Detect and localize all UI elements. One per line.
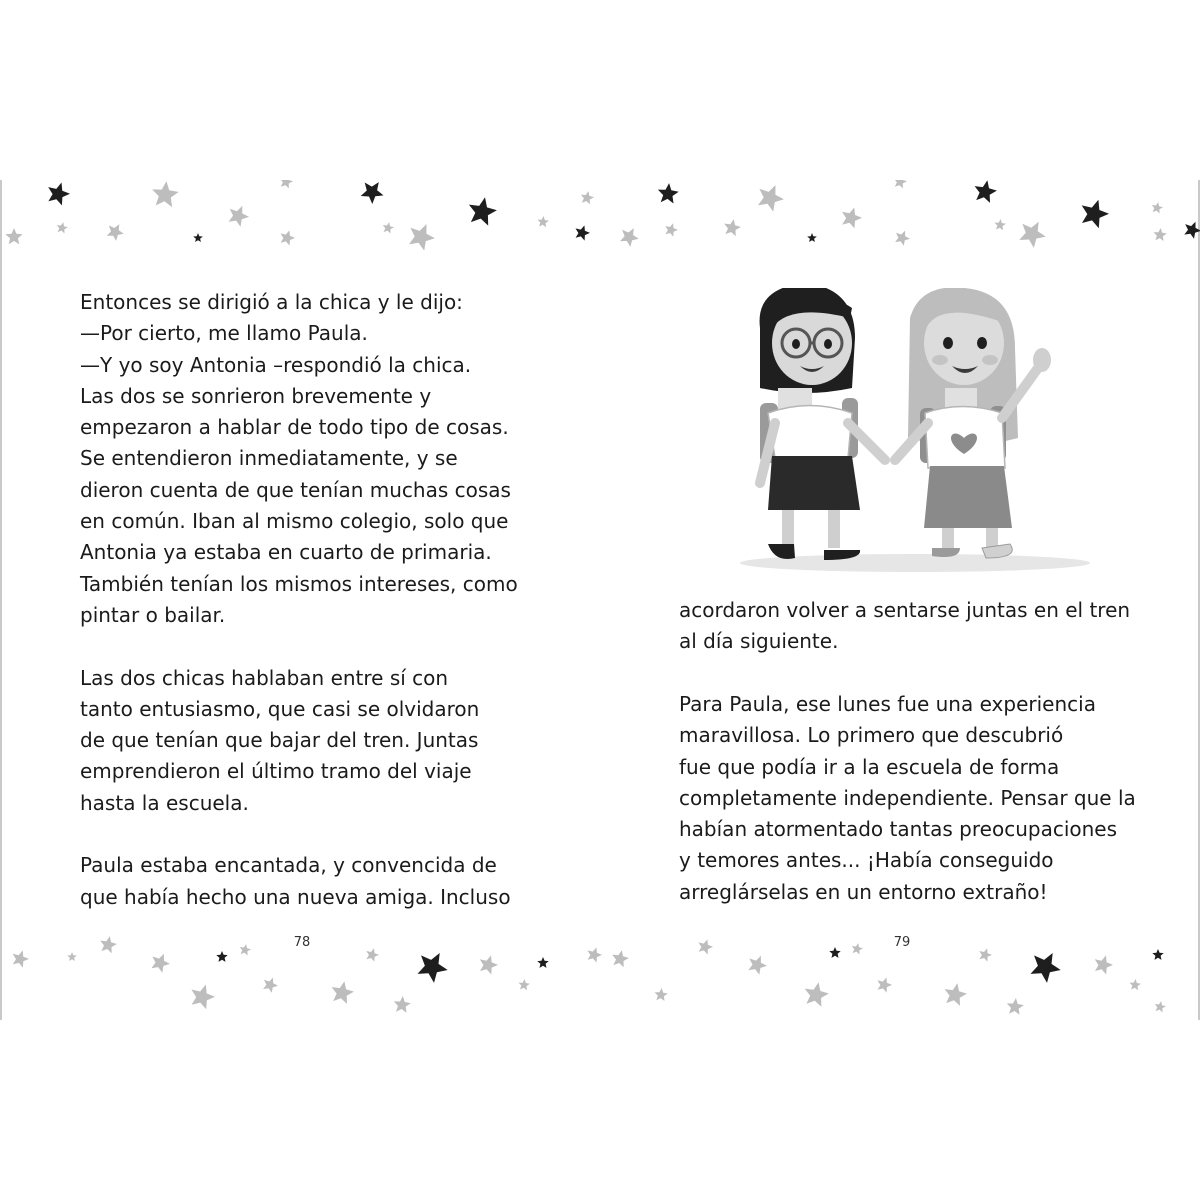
text-line: fue que podía ir a la escuela de forma: [679, 754, 1060, 779]
text-line: habían atormentado tantas preocupaciones: [679, 817, 1118, 842]
text-line: pintar o bailar.: [80, 602, 226, 627]
page-number-right: 79: [893, 935, 911, 950]
text-line: También tenían los mismos intereses, como: [80, 571, 518, 596]
right-page-text-paragraph: [679, 689, 1136, 908]
star-icon: [1154, 228, 1167, 241]
star-icon: [229, 206, 249, 227]
text-line: hasta la escuela.: [80, 790, 249, 815]
star-icon: [1184, 222, 1200, 239]
star-icon: [979, 948, 992, 961]
text-line: en común. Iban al mismo colegio, solo que: [80, 509, 509, 534]
star-icon: [945, 983, 967, 1006]
girl-paula-figure: [760, 288, 885, 560]
star-icon: [1155, 1001, 1166, 1012]
star-icon: [1031, 953, 1061, 983]
star-icon: [1007, 998, 1024, 1015]
star-icon: [620, 228, 639, 247]
star-icon: [894, 180, 907, 188]
star-icon: [852, 943, 863, 954]
star-icon: [1152, 949, 1163, 960]
star-icon: [1130, 979, 1141, 990]
star-icon: [280, 180, 293, 188]
star-icon: [975, 180, 997, 203]
page-number-left: 78: [293, 935, 311, 950]
star-icon: [5, 228, 22, 244]
text-line: Se entendieron inmediatamente, y se: [80, 446, 458, 471]
star-icon: [383, 222, 394, 233]
text-line: al día siguiente.: [679, 629, 839, 654]
star-icon: [829, 947, 840, 958]
star-icon: [480, 955, 498, 974]
page-edge-left: [0, 180, 2, 1020]
right-page-text-continuation: [679, 595, 1130, 658]
text-line: —Y yo soy Antonia –respondió la chica.: [80, 352, 472, 377]
star-icon: [538, 216, 549, 227]
text-line: —Por cierto, me llamo Paula.: [80, 321, 368, 346]
star-icon: [724, 219, 741, 236]
two-girls-holding-hands-illustration: [720, 288, 1100, 588]
text-line: Para Paula, ese lunes fue una experiencia: [679, 692, 1096, 716]
star-icon: [1082, 200, 1109, 229]
text-line: Paula estaba encantada, y convencida de: [80, 853, 497, 878]
star-icon: [758, 185, 784, 212]
girl-antonia-figure: [895, 288, 1051, 558]
text-line: Entonces se dirigió a la chica y le dijo:: [80, 290, 463, 314]
text-line: de que tenían que bajar del tren. Juntas: [80, 728, 479, 753]
star-icon: [581, 191, 594, 204]
star-icon: [366, 948, 379, 961]
star-icon: [409, 224, 435, 251]
star-icon: [699, 939, 714, 954]
star-icon: [1152, 202, 1163, 213]
star-icon: [100, 936, 117, 953]
star-icon: [995, 219, 1006, 230]
star-icon: [748, 956, 767, 975]
star-icon: [67, 952, 77, 961]
text-line: empezaron a hablar de todo tipo de cosas.: [80, 415, 509, 440]
text-line: y temores antes... ¡Había conseguido: [679, 848, 1054, 873]
star-icon: [576, 225, 591, 240]
star-icon: [805, 982, 829, 1007]
star-icon: [1019, 222, 1046, 248]
star-icon: [193, 233, 203, 242]
text-line: Antonia ya estaba en cuarto de primaria.: [80, 540, 492, 565]
text-line: Las dos se sonrieron brevemente y: [80, 383, 432, 408]
star-icon: [612, 950, 629, 967]
star-icon: [263, 978, 278, 993]
text-line: Las dos chicas hablaban entre sí con: [80, 665, 449, 690]
star-icon: [878, 977, 893, 992]
star-icon: [151, 954, 170, 973]
star-icon: [655, 988, 668, 1001]
star-icon: [107, 224, 124, 241]
star-icon: [240, 944, 251, 955]
star-icon: [57, 222, 68, 233]
star-icon: [807, 233, 817, 242]
star-icon: [281, 230, 296, 245]
star-icon: [519, 979, 530, 990]
star-border-bottom: [0, 935, 1200, 1020]
text-line: arreglárselas en un entorno extraño!: [679, 879, 1048, 904]
star-icon: [842, 208, 862, 229]
star-icon: [418, 953, 448, 983]
text-line: emprendieron el último tramo del viaje: [80, 759, 472, 784]
text-line: que había hecho una nueva amiga. Incluso: [80, 884, 511, 909]
text-line: tanto entusiasmo, que casi se olvidaron: [80, 696, 480, 721]
star-icon: [394, 996, 411, 1013]
left-page-text: [80, 287, 518, 913]
star-icon: [332, 981, 354, 1004]
star-icon: [469, 197, 497, 225]
star-icon: [895, 231, 910, 246]
text-line: completamente independiente. Pensar que la: [679, 785, 1136, 810]
star-icon: [537, 957, 548, 968]
paragraph-gap: [80, 631, 518, 662]
star-icon: [665, 223, 678, 236]
book-spread: [0, 180, 1200, 1020]
star-border-top: [0, 180, 1200, 265]
star-icon: [48, 183, 70, 206]
star-icon: [191, 985, 215, 1010]
text-line: acordaron volver a sentarse juntas en el tren: [679, 598, 1131, 622]
paragraph-gap: [80, 819, 518, 850]
text-line: maravillosa. Lo primero que descubrió: [679, 723, 1064, 748]
star-icon: [13, 950, 29, 967]
text-line: dieron cuenta de que tenían muchas cosas: [80, 477, 511, 502]
star-icon: [152, 181, 179, 207]
star-icon: [216, 951, 227, 962]
star-icon: [361, 182, 384, 204]
star-icon: [658, 183, 679, 203]
star-icon: [1095, 955, 1113, 974]
star-icon: [588, 947, 603, 962]
